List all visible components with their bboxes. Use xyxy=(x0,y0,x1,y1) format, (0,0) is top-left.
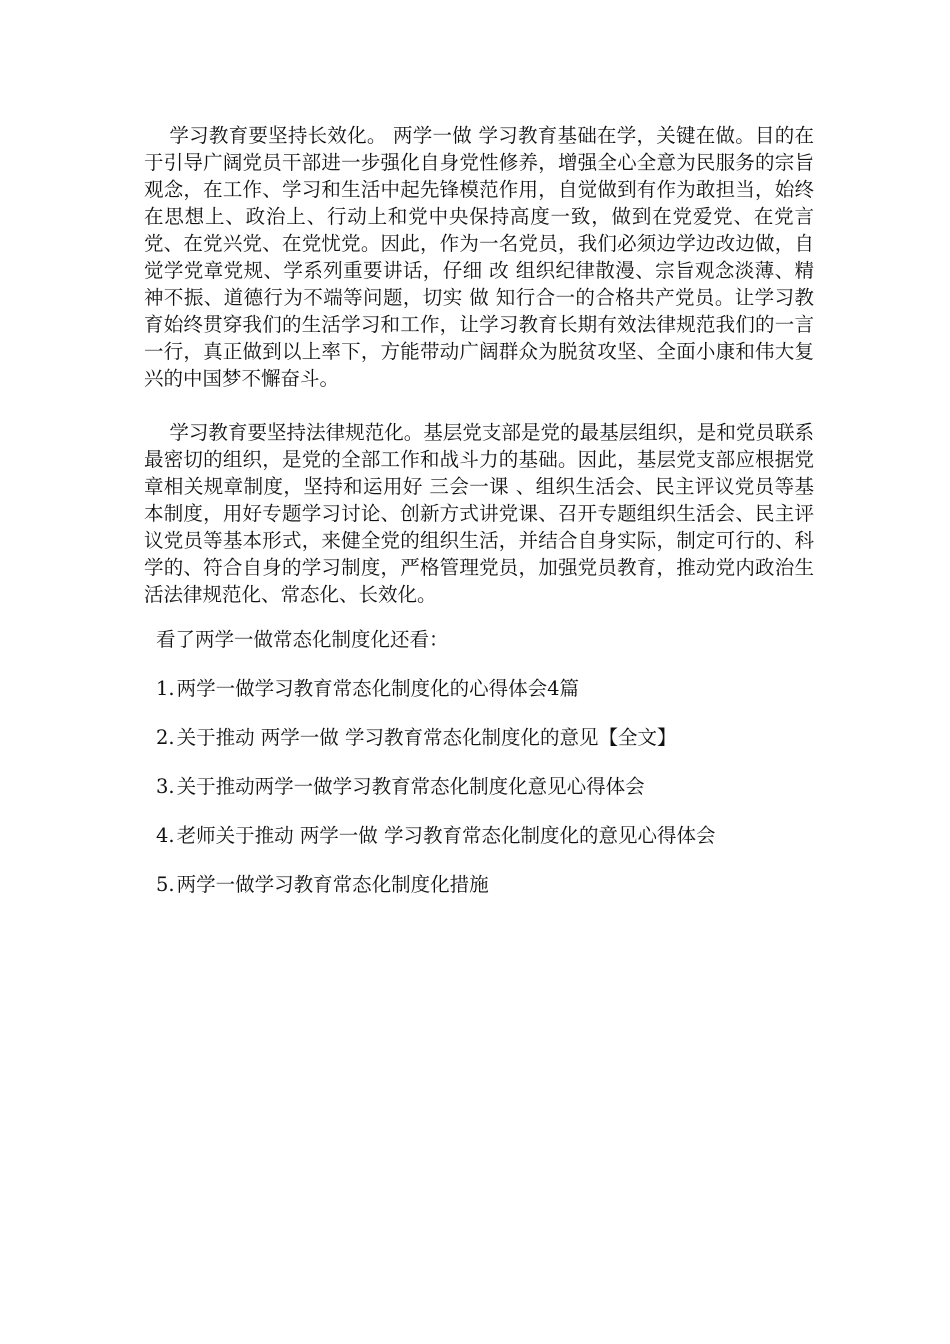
paragraph-long-term: 学习教育要坚持长效化。 两学一做 学习教育基础在学，关键在做。目的在于引导广阔党员干部进一步强化自身党性修养，增强全心全意为民服务的宗旨观念，在工作、学习和生活中起先锋模范作用，自觉做到有作为敢担当，始终在思想上、政治上、行动上和党中央保持高度一致，做到在党爱党、在党言党、在党兴党、在党忧党。因此，作为一名党员，我们必须边学边改边做，自觉学党章党规、学系列重要讲话，仔细 改 组织纪律散漫、宗旨观念淡薄、精神不振、道德行为不端等问题，切实 做 知行合一的合格共产党员。让学习教育始终贯穿我们的生活学习和工作，让学习教育长期有效法律规范我们的一言一行，真正做到以上率下，方能带动广阔群众为脱贫攻坚、全面小康和伟大复兴的中国梦不懈奋斗。 xyxy=(144,124,814,390)
related-article-link[interactable] xyxy=(156,675,814,702)
related-article-link[interactable] xyxy=(156,724,814,751)
related-article-title: 老师关于推动 两学一做 学习教育常态化制度化的意见心得体会 xyxy=(176,824,716,847)
see-also-heading: 看了两学一做常态化制度化还看： xyxy=(156,628,449,651)
related-article-title: 关于推动两学一做学习教育常态化制度化意见心得体会 xyxy=(176,775,645,798)
related-article-title: 两学一做学习教育常态化制度化措施 xyxy=(176,873,489,896)
list-number: 3. xyxy=(156,775,175,798)
related-articles-list xyxy=(144,675,814,898)
list-number: 5. xyxy=(156,873,175,896)
related-article-title: 两学一做学习教育常态化制度化的心得体会4篇 xyxy=(176,677,580,700)
related-article-link[interactable] xyxy=(156,773,814,800)
related-article-link[interactable] xyxy=(156,871,814,898)
document-body xyxy=(144,122,814,920)
related-article-title: 关于推动 两学一做 学习教育常态化制度化的意见【全文】 xyxy=(176,726,677,749)
related-article-link[interactable] xyxy=(156,822,814,849)
list-number: 1. xyxy=(156,677,175,700)
list-number: 2. xyxy=(156,726,175,749)
paragraph-normalization: 学习教育要坚持法律规范化。基层党支部是党的最基层组织，是和党员联系最密切的组织，是党的全部工作和战斗力的基础。因此，基层党支部应根据党章相关规章制度，坚持和运用好 三会一课 、组织生活会、民主评议党员等基本制度，用好专题学习讨论、创新方式讲党课、召开专题组织生活会、民主评议党员等基本形式，来健全党的组织生活，并结合自身实际，制定可行的、科学的、符合自身的学习制度，严格管理党员，加强党员教育，推动党内政治生活法律规范化、常态化、长效化。 xyxy=(144,421,814,606)
list-number: 4. xyxy=(156,824,175,847)
